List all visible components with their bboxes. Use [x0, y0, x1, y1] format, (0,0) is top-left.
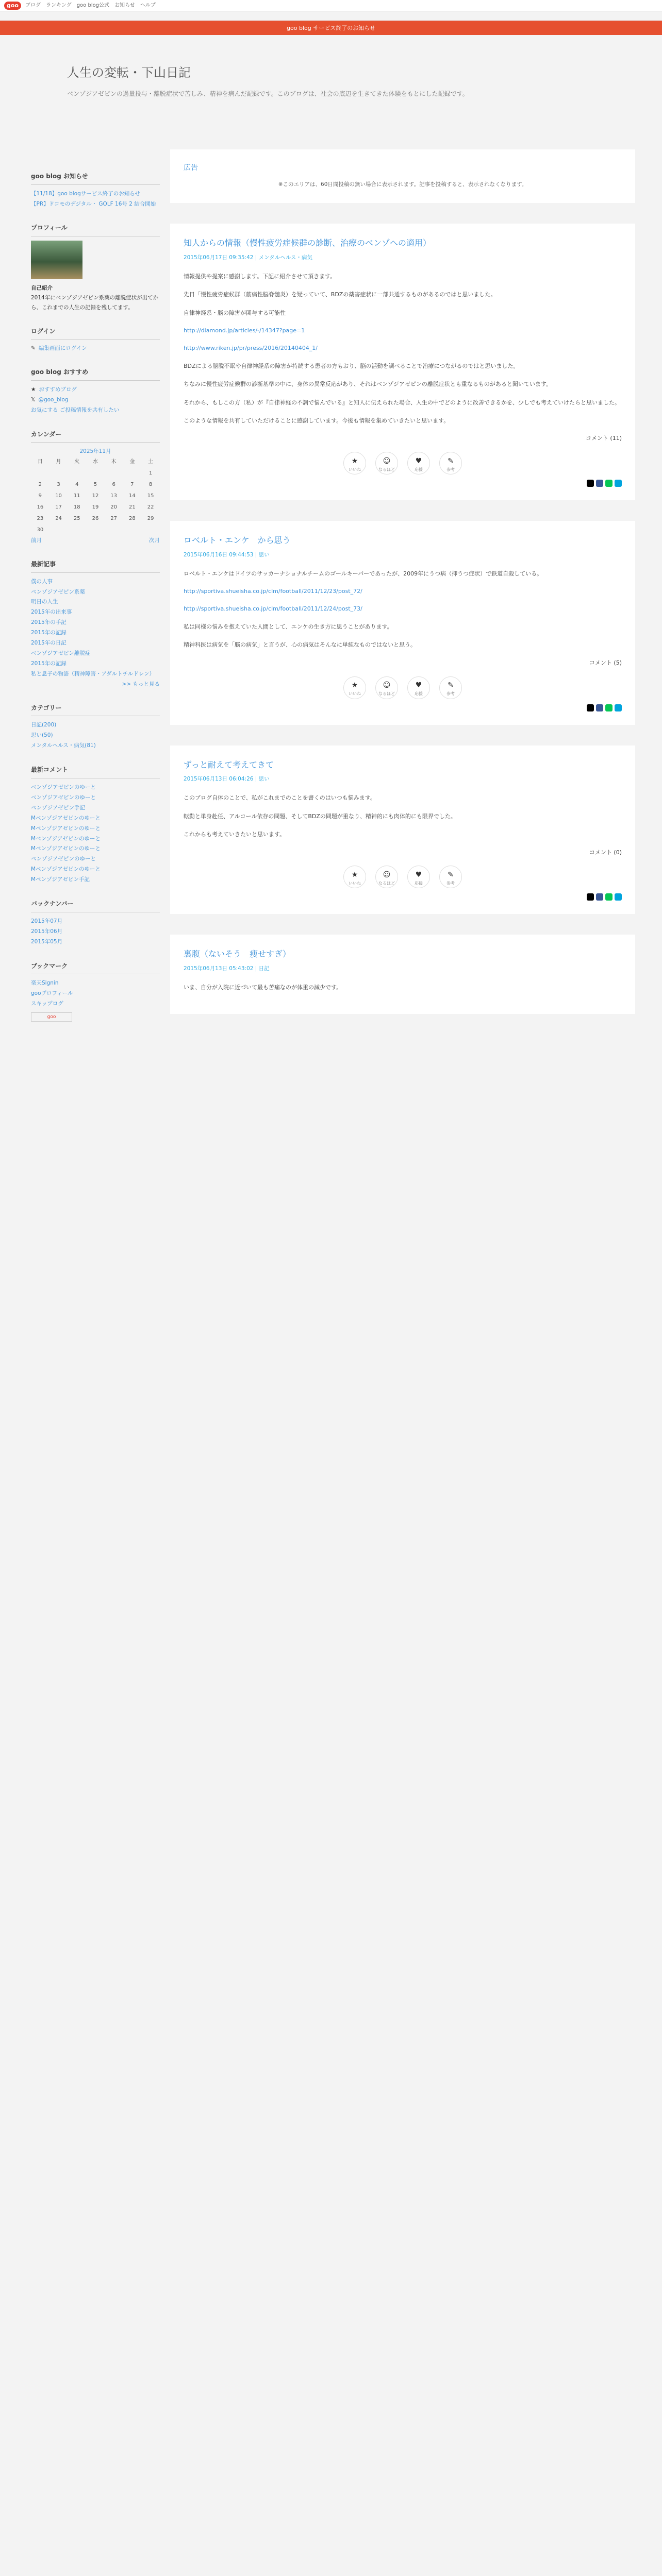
blog-post — [170, 935, 635, 1013]
recommend-item[interactable]: @goo_blog — [38, 396, 69, 403]
reaction-label: 参考 — [446, 691, 455, 697]
top-link-blog[interactable]: ブログ — [25, 2, 41, 8]
backnumber-link[interactable]: 2015年05月 — [31, 938, 63, 945]
post-paragraph: ロベルト・エンケはドイツのサッカーナショナルチームのゴールキーパーであったが、2009年にうつ病（抑うつ症状）で鉄道自殺している。 — [184, 570, 543, 577]
reaction-icon: ✎ — [448, 870, 454, 879]
info-item[interactable]: 【PR】ドコモのデジタル・ GOLF 16号 2 結合開始 — [31, 200, 156, 207]
hatena-share-icon[interactable] — [615, 704, 622, 711]
line-share-icon[interactable] — [605, 704, 613, 711]
calendar-day[interactable]: 22 — [147, 504, 154, 511]
reaction-icon: ♥ — [415, 681, 422, 690]
goo-blog-badge[interactable]: goo — [31, 1012, 72, 1022]
calendar-day[interactable]: 23 — [37, 516, 44, 522]
calendar-day[interactable]: 14 — [129, 493, 136, 499]
calendar-day[interactable]: 30 — [37, 527, 44, 533]
reaction-icon: ★ — [351, 456, 358, 465]
recent-post-link[interactable]: ベンゾジアゼピン離脱症 — [31, 650, 91, 657]
reaction-bar — [184, 866, 622, 888]
calendar-day — [86, 468, 105, 479]
reaction-icon: ✎ — [448, 681, 454, 690]
reaction-button[interactable] — [439, 452, 462, 474]
calendar-day[interactable]: 1 — [148, 470, 153, 477]
post-paragraph: それから、もしこの方（私）が『自律神経の不調で悩んでいる』と知人に伝えられた場合、人生の中でどのように改善できるかを、少しでも考えていけたらと思いました。 — [184, 399, 620, 406]
calendar-day — [49, 524, 68, 536]
calendar-day — [123, 524, 142, 536]
calendar-day[interactable]: 25 — [73, 516, 80, 522]
calendar-day[interactable]: 29 — [147, 516, 154, 522]
login-link[interactable]: 編集画面にログイン — [38, 345, 87, 352]
login-section — [31, 326, 160, 353]
comment-link[interactable]: Mベンゾジアゼピンのゆーと — [31, 835, 101, 842]
reaction-label: 応援 — [415, 881, 423, 886]
post-date: 2015年06月13日 05:43:02 | 日記 — [184, 965, 270, 972]
reaction-label: いいね — [349, 467, 361, 472]
comment-link[interactable]: ベンゾジアゼピンのゆーと — [31, 794, 96, 801]
reaction-icon: ☺ — [383, 870, 391, 879]
profile-section — [31, 223, 160, 312]
recent-post-link[interactable]: 2015年の手記 — [31, 619, 67, 626]
reaction-button[interactable] — [375, 452, 398, 474]
recent-post-link[interactable]: 私と息子の物語（精神障害・アダルトチルドレン） — [31, 671, 155, 677]
calendar-weekday: 火 — [74, 459, 80, 465]
calendar-day[interactable]: 27 — [110, 516, 118, 522]
calendar-day[interactable]: 24 — [55, 516, 62, 522]
goo-logo[interactable]: goo — [4, 2, 21, 10]
comments-heading: 最新コメント — [31, 765, 160, 778]
recommend-item[interactable]: おすすめブログ — [39, 386, 77, 393]
recent-section — [31, 559, 160, 689]
calendar-day[interactable]: 3 — [57, 482, 60, 488]
recommend-heading: goo blog おすすめ — [31, 367, 160, 381]
recent-post-link[interactable]: 2015年の出来事 — [31, 609, 72, 616]
reaction-label: なるほど — [378, 881, 395, 886]
comment-link[interactable]: Mベンゾジアゼピンのゆーと — [31, 825, 101, 832]
blog-post — [170, 521, 635, 724]
post-title[interactable]: ずっと耐えて考えてきて — [184, 759, 274, 770]
x-icon: 𝕏 — [31, 396, 36, 403]
reaction-button[interactable] — [439, 676, 462, 699]
calendar-day — [49, 468, 68, 479]
reaction-bar — [184, 676, 622, 699]
category-link[interactable]: メンタルヘルス・病気(81) — [31, 742, 96, 749]
comment-link[interactable]: ベンゾジアゼピンのゆーと — [31, 784, 96, 790]
backnumber-heading: バックナンバー — [31, 899, 160, 912]
star-icon: ★ — [31, 386, 36, 393]
reaction-button[interactable] — [375, 866, 398, 888]
reaction-button[interactable] — [407, 452, 430, 474]
login-heading: ログイン — [31, 326, 160, 340]
post-paragraph[interactable]: http://www.riken.jp/pr/press/2016/20140404_1/ — [184, 344, 318, 351]
reaction-button[interactable] — [343, 866, 366, 888]
reaction-icon: ☺ — [383, 456, 391, 465]
post-paragraph[interactable]: http://sportiva.shueisha.co.jp/clm/football/2011/12/24/post_73/ — [184, 605, 362, 613]
calendar-day[interactable]: 28 — [129, 516, 136, 522]
post-date: 2015年06月17日 09:35:42 | メンタルヘルス・病気 — [184, 254, 312, 261]
recent-post-link[interactable]: 明日の人生 — [31, 599, 58, 605]
post-title[interactable]: 知人からの情報（慢性疲労症候群の診断、治療のベンゾへの適用） — [184, 238, 432, 248]
calendar-weekday: 水 — [92, 459, 98, 465]
calendar-day[interactable]: 9 — [38, 493, 42, 499]
comment-link[interactable]: ベンゾジアゼピンのゆーと — [31, 856, 96, 862]
calendar-day[interactable]: 17 — [55, 504, 62, 511]
post-paragraph: いま、自分が入院に近づいて最も苦痛なのが体重の減少です。 — [184, 984, 342, 991]
calendar-day[interactable]: 21 — [129, 504, 136, 511]
post-paragraph: このブログ自体のことで、私がこれまでのことを書くのはいつも悩みます。 — [184, 794, 376, 802]
reaction-label: 応援 — [415, 467, 423, 472]
facebook-share-icon[interactable] — [596, 480, 603, 487]
category-section — [31, 703, 160, 751]
post-paragraph: 私は同様の悩みを抱えていた人間として、エンケの生き方に思うことがあります。 — [184, 623, 393, 630]
recommend-section — [31, 367, 160, 415]
info-item[interactable]: 【11/18】goo blogサービス終了のお知らせ — [31, 190, 140, 197]
calendar-day[interactable]: 20 — [110, 504, 118, 511]
post-paragraph: 情報提供や提案に感謝します。下記に紹介させて頂きます。 — [184, 273, 336, 280]
post-date: 2015年06月13日 06:04:26 | 思い — [184, 776, 270, 783]
calendar-weekday: 日 — [37, 459, 43, 465]
reaction-icon: ★ — [351, 681, 358, 690]
reaction-label: いいね — [349, 881, 361, 886]
calendar-day[interactable]: 12 — [92, 493, 99, 499]
recommend-item[interactable]: お気にする ご投稿情報を共有したい — [31, 406, 120, 413]
service-end-notice — [0, 21, 662, 35]
calendar-prev[interactable]: 前月 — [31, 537, 42, 544]
calendar-section — [31, 429, 160, 546]
x-share-icon[interactable] — [587, 704, 594, 711]
post-paragraph[interactable]: http://sportiva.shueisha.co.jp/clm/football/2011/12/23/post_72/ — [184, 588, 362, 595]
sidebar — [31, 171, 160, 1035]
facebook-share-icon[interactable] — [596, 704, 603, 711]
calendar-day[interactable]: 18 — [73, 504, 80, 511]
x-share-icon[interactable] — [587, 480, 594, 487]
post-paragraph: 先日「慢性疲労症候群（筋痛性脳脊髄炎）を疑っていて、BDZの薬害症状に一部共通するものがあるのではと思いました。 — [184, 291, 496, 298]
calendar-day[interactable]: 19 — [92, 504, 99, 511]
share-buttons — [184, 704, 622, 711]
reaction-label: いいね — [349, 691, 361, 697]
calendar-day[interactable]: 10 — [55, 493, 62, 499]
calendar-day[interactable]: 11 — [73, 493, 80, 499]
post-paragraph: これからも考えていきたいと思います。 — [184, 831, 286, 838]
ad-block — [170, 149, 635, 203]
profile-text: 2014年にベンゾジアゼピン系薬の離脱症状が出てから、これまでの人生の記録を残してます。 — [31, 294, 159, 311]
comment-link[interactable]: ベンゾジアゼピン手記 — [31, 804, 85, 811]
calendar-weekday: 土 — [148, 459, 154, 465]
reaction-button[interactable] — [407, 866, 430, 888]
post-paragraph[interactable]: http://diamond.jp/articles/-/14347?page=1 — [184, 327, 305, 334]
calendar-day — [105, 524, 123, 536]
top-bar — [0, 0, 662, 11]
calendar-day[interactable]: 6 — [112, 482, 115, 488]
calendar-day — [141, 524, 160, 536]
calendar-day[interactable]: 5 — [93, 482, 97, 488]
calendar-heading: カレンダー — [31, 429, 160, 443]
recent-more-link[interactable]: >> もっと見る — [122, 681, 160, 687]
calendar-table — [31, 456, 160, 536]
backnumber-link[interactable]: 2015年06月 — [31, 928, 63, 935]
calendar-day — [86, 524, 105, 536]
comment-count-link[interactable]: コメント (11) — [585, 435, 622, 442]
calendar-day[interactable]: 15 — [147, 493, 154, 499]
profile-heading: プロフィール — [31, 223, 160, 236]
reaction-label: 参考 — [446, 467, 455, 472]
bookmark-link[interactable]: gooプロフィール — [31, 990, 73, 997]
reaction-button[interactable] — [375, 676, 398, 699]
recent-heading: 最新記事 — [31, 559, 160, 573]
main-content — [170, 149, 635, 1035]
post-date: 2015年06月16日 09:44:53 | 思い — [184, 552, 270, 558]
recent-post-link[interactable]: 僕の人事 — [31, 578, 53, 585]
hatena-share-icon[interactable] — [615, 480, 622, 487]
calendar-next[interactable]: 次月 — [149, 537, 160, 544]
calendar-day — [105, 468, 123, 479]
line-share-icon[interactable] — [605, 893, 613, 901]
line-share-icon[interactable] — [605, 480, 613, 487]
post-paragraph: BDZによる脳脱不眠や自律神経系の障害が持続する患者の方もおり、脳の活動を調べることで治療につながるのではと思いました。 — [184, 362, 519, 369]
blog-post — [170, 745, 635, 914]
comment-count-link[interactable]: コメント (0) — [589, 849, 622, 856]
backnumber-section — [31, 899, 160, 947]
comment-link[interactable]: Mベンゾジアゼピン手記 — [31, 876, 90, 883]
category-link[interactable]: 思い(50) — [31, 732, 53, 739]
reaction-button[interactable] — [343, 676, 366, 699]
category-link[interactable]: 日記(200) — [31, 722, 57, 728]
recent-post-link[interactable]: ベンゾジアゼピン系薬 — [31, 588, 85, 595]
reaction-icon: ☺ — [383, 681, 391, 690]
blog-post — [170, 224, 635, 500]
calendar-day[interactable]: 2 — [38, 482, 42, 488]
reaction-icon: ♥ — [415, 456, 422, 465]
reaction-icon: ♥ — [415, 870, 422, 879]
top-link-help[interactable]: ヘルプ — [140, 2, 156, 8]
reaction-icon: ★ — [351, 870, 358, 879]
reaction-icon: ✎ — [448, 456, 454, 465]
bookmark-heading: ブックマーク — [31, 961, 160, 975]
notice-link[interactable]: goo blog サービス終了のお知らせ — [287, 24, 375, 31]
top-link-official[interactable]: goo blog公式 — [76, 2, 110, 8]
hatena-share-icon[interactable] — [615, 893, 622, 901]
calendar-day — [123, 468, 142, 479]
calendar-day — [31, 468, 49, 479]
calendar-month: 2025年11月 — [79, 448, 111, 455]
calendar-day[interactable]: 16 — [37, 504, 44, 511]
bookmark-link[interactable]: 楽天Signin — [31, 980, 59, 987]
profile-image[interactable] — [31, 241, 82, 279]
bookmark-section — [31, 961, 160, 1022]
reaction-label: なるほど — [378, 467, 395, 472]
comment-link[interactable]: Mベンゾジアゼピンのゆーと — [31, 866, 101, 873]
blog-title[interactable]: 人生の変転・下山日記 — [67, 65, 191, 80]
blog-description: ベンゾジアゼピンの過量投与・離脱症状で苦しみ、精神を病んだ記録です。このブログは、社会の底辺を生きてきた体験をもとにした記録です。 — [67, 90, 469, 97]
reaction-bar — [184, 452, 622, 474]
top-link-news[interactable]: お知らせ — [114, 2, 135, 8]
recent-post-link[interactable]: 2015年の日記 — [31, 640, 67, 647]
bookmark-link[interactable]: スキップログ — [31, 1001, 63, 1007]
ad-label: 広告 — [184, 164, 198, 172]
calendar-day[interactable]: 26 — [92, 516, 99, 522]
comments-section — [31, 765, 160, 885]
reaction-button[interactable] — [343, 452, 366, 474]
post-paragraph: このような情報を共有していただけることに感謝しています。今後も情報を集めていきたいと思います。 — [184, 417, 450, 424]
post-paragraph: 転勤と単身赴任、アルコール依存の問題、そしてBDZの問題が重なり、精神的にも肉体的にも限界でした。 — [184, 812, 456, 820]
reaction-button[interactable] — [439, 866, 462, 888]
calendar-weekday: 木 — [111, 459, 117, 465]
comment-link[interactable]: Mベンゾジアゼピンのゆーと — [31, 815, 101, 821]
profile-name: 自己紹介 — [31, 285, 53, 292]
calendar-day — [68, 524, 86, 536]
top-link-ranking[interactable]: ランキング — [46, 2, 72, 8]
post-paragraph: 精神科医は病気を「脳の病気」と言うが、心の病気はそんなに単純なものではないと思う。 — [184, 641, 416, 649]
backnumber-link[interactable]: 2015年07月 — [31, 918, 63, 924]
info-heading: goo blog お知らせ — [31, 171, 160, 185]
post-paragraph: 自律神経系・脳の障害が関与する可能性 — [184, 309, 286, 316]
calendar-day[interactable]: 4 — [75, 482, 79, 488]
facebook-share-icon[interactable] — [596, 893, 603, 901]
reaction-label: 参考 — [446, 881, 455, 886]
reaction-label: なるほど — [378, 691, 395, 697]
share-buttons — [184, 480, 622, 487]
recent-post-link[interactable]: 2015年の記録 — [31, 630, 67, 636]
recent-post-link[interactable]: 2015年の記録 — [31, 660, 67, 667]
calendar-day[interactable]: 8 — [148, 482, 153, 488]
post-paragraph: ちなみに慢性疲労症候群の診断基準の中に、身体の異常反応があり、それはベンゾジアゼピンの離脱症状とも重なるものがあると聞いています。 — [184, 381, 552, 388]
reaction-button[interactable] — [407, 676, 430, 699]
calendar-day — [68, 468, 86, 479]
ad-text: ※このエリアは、60日間投稿の無い場合に表示されます。記事を投稿すると、表示されなくなります。 — [278, 181, 527, 188]
comment-count-link[interactable]: コメント (5) — [589, 659, 622, 666]
reaction-label: 応援 — [415, 691, 423, 697]
calendar-day[interactable]: 7 — [130, 482, 134, 488]
post-title[interactable]: ロベルト・エンケ から思う — [184, 535, 291, 546]
info-section — [31, 171, 160, 209]
share-buttons — [184, 893, 622, 901]
category-heading: カテゴリー — [31, 703, 160, 717]
comment-link[interactable]: Mベンゾジアゼピンのゆーと — [31, 845, 101, 852]
post-title[interactable]: 裏腹（ないそう 痩せすぎ） — [184, 949, 291, 959]
x-share-icon[interactable] — [587, 893, 594, 901]
edit-icon: ✎ — [31, 345, 36, 352]
calendar-weekday: 金 — [129, 459, 135, 465]
calendar-day[interactable]: 13 — [110, 493, 118, 499]
calendar-weekday: 月 — [56, 459, 61, 465]
